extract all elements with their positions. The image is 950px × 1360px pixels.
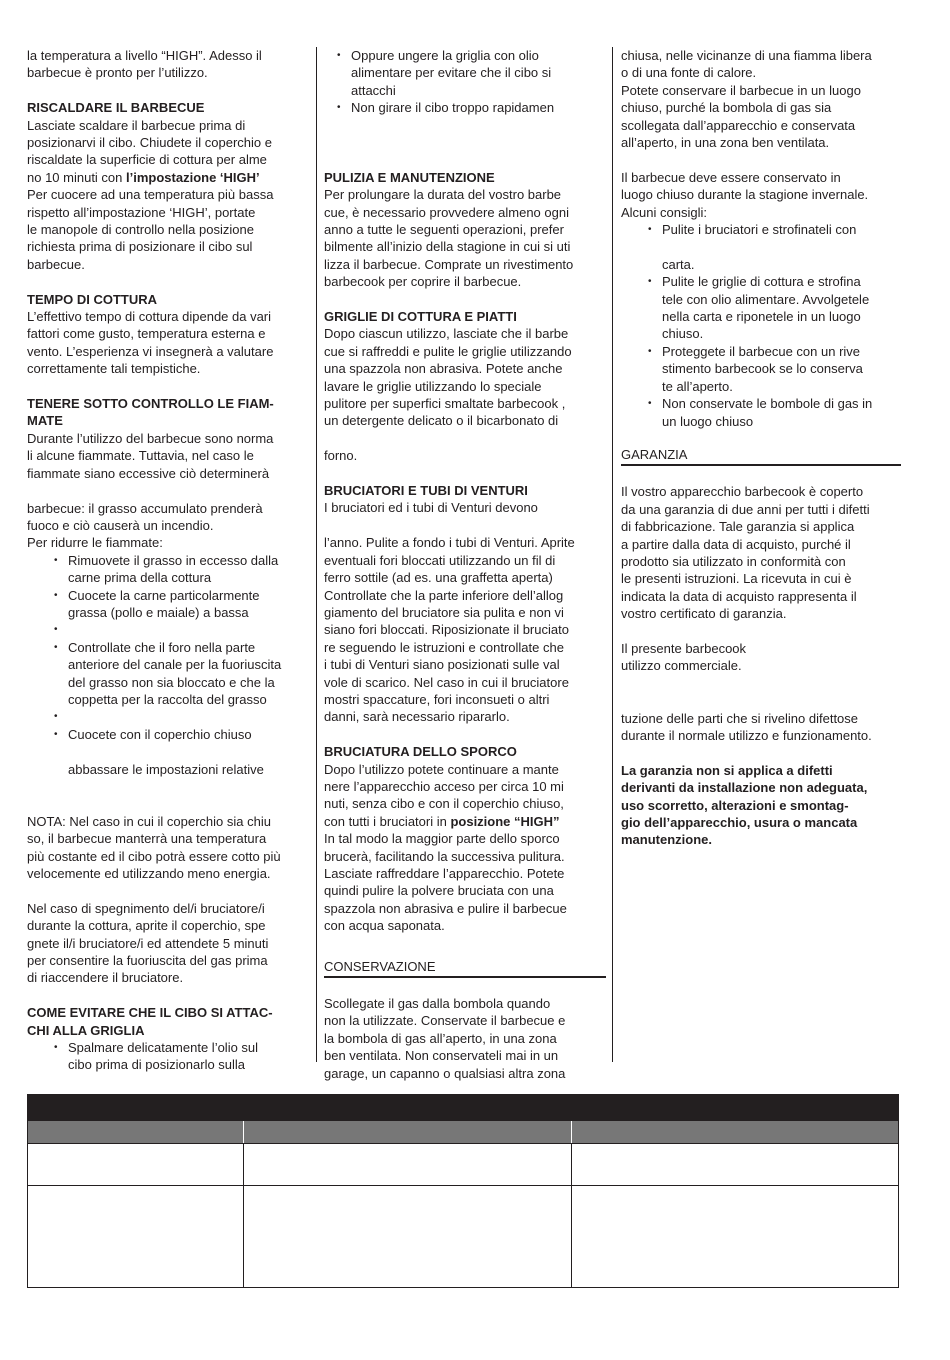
table-cell — [244, 1144, 572, 1186]
table-cell — [28, 1186, 244, 1287]
abbassare-text: abbassare le impostazioni relative — [68, 761, 264, 777]
conservazione-paragraph: Scollegate il gas dalla bombola quando non la utilizzate. Conservate il barbecue e la bombola di gas all’aperto, in una zona ben ventilata. Non conservateli mai in un garage, un capanno o qualsiasi altra zona — [324, 996, 566, 1081]
column-left — [27, 47, 309, 1074]
heading-conservazione: CONSERVAZIONE — [324, 958, 606, 978]
riscaldare-paragraph-2: Per cuocere ad una temperatura più bassa rispetto all’impostazione ‘HIGH’, portate le manopole di controllo nella posizione richiesta prima di posizionare il cibo sul barbecue. — [27, 187, 274, 272]
table-row — [28, 1143, 898, 1186]
table-header-cell — [572, 1121, 898, 1143]
riscaldare-text: Lasciate scaldare il barbecue prima di posizionarvi il cibo. Chiudete il coperchio e riscaldate la superficie di cottura per alme no 10 minuti con — [27, 117, 272, 185]
garanzia-paragraph: Il vostro apparecchio barbecook è coperto da una garanzia di due anni per tutti i difetti di fabbricazione. Tale garanzia si applica a partire dalla data di acquisto, purché il prodotto sia utilizzato in conformità con le presenti istruzioni. La ricevuta in cui è indicata la data di acquisto rappresenta il vostro certificato di garanzia. — [621, 484, 870, 622]
list-item: • Spalmare delicatamente l’olio sul cibo prima di posizionarlo sulla — [27, 1039, 309, 1074]
column-middle — [324, 47, 606, 1082]
fiammate-list — [27, 552, 309, 743]
inverno-paragraph: Il barbecue deve essere conservato in luogo chiuso durante la stagione invernale. Alcuni consigli: — [621, 169, 869, 220]
heading-riscaldare: RISCALDARE IL BARBECUE — [27, 100, 205, 116]
list-item: • Cuocete con il coperchio chiuso — [27, 726, 309, 743]
list-item: • Controllate che il foro nella parte anteriore del canale per la fuoriuscita del grasso non sia bloccato e che la coppetta per la raccolta del grasso — [27, 639, 309, 709]
column-divider-right — [612, 47, 613, 1062]
list-item: • Cuocete la carne particolarmente grassa (pollo e maiale) a bassa — [27, 587, 309, 622]
table-row — [28, 1186, 898, 1287]
sporco-bold-text: posizione “HIGH” — [450, 813, 560, 829]
sostituzione-paragraph: tuzione delle parti che si rivelino difettose durante il normale utilizzo e funzionamento. — [621, 710, 872, 743]
chiusa-paragraph: chiusa, nelle vicinanze di una fiamma libera o di una fonte di calore. Potete conservare il barbecue in un luogo chiuso, purché la bombola di gas sia scollegata dall’apparecchio e conservata all’aperto, in una zona ben ventilata. — [621, 48, 872, 151]
spegnimento-paragraph: Nel caso di spegnimento del/i bruciatore/i durante la cottura, aprite il coperchio, spe gnete il/i bruciatore/i ed attendete 5 minuti per consentire la fuoriuscita del gas prima di riaccendere il bruciatore. — [27, 900, 269, 986]
table-cell — [244, 1186, 572, 1287]
table-title-bar — [28, 1095, 898, 1121]
table-header-cell — [244, 1121, 572, 1143]
consigli-list — [621, 221, 901, 430]
heading-sporco: BRUCIATURA DELLO SPORCO — [324, 744, 517, 760]
heading-tempo: TEMPO DI COTTURA — [27, 291, 157, 307]
table-cell — [572, 1186, 898, 1287]
nota-paragraph: NOTA: Nel caso in cui il coperchio sia chiu so, il barbecue manterrà una temperatura più costante ed il cibo potrà essere cotto più velocemente ed utilizzando meno energia. — [27, 813, 281, 881]
list-item: • Rimuovete il grasso in eccesso dalla carne prima della cottura — [27, 552, 309, 587]
forno-text: forno. — [324, 448, 358, 464]
table-cell — [572, 1144, 898, 1186]
table-header-cell — [28, 1121, 244, 1143]
heading-griglie: GRIGLIE DI COTTURA E PIATTI — [324, 309, 517, 325]
list-item: • Non conservate le bombole di gas in un luogo chiuso — [621, 395, 901, 430]
riscaldare-bold-text: l’impostazione ‘HIGH’ — [126, 169, 260, 185]
list-item: • Pulite le griglie di cottura e strofina tele con olio alimentare. Avvolgetele nella carta e riponetele in un luogo chiuso. — [621, 273, 901, 343]
sporco-text: Dopo l’utilizzo potete continuare a mante nere l’apparecchio acceso per circa 10 mi nuti, senza cibo e con il coperchio chiuso, con tutti i bruciatori in — [324, 761, 564, 829]
heading-pulizia: PULIZIA E MANUTENZIONE — [324, 169, 495, 185]
heading-garanzia: GARANZIA — [621, 446, 901, 466]
riscaldare-paragraph — [27, 117, 309, 187]
list-item: • Non girare il cibo troppo rapidamen — [324, 99, 606, 116]
list-item: • Proteggete il barbecue con un rive stimento barbecook se lo conserva te all’aperto. — [621, 343, 901, 395]
sporco-paragraph — [324, 761, 606, 831]
intro-paragraph: la temperatura a livello “HIGH”. Adesso il barbecue è pronto per l’utilizzo. — [27, 48, 262, 81]
pulizia-paragraph: Per prolungare la durata del vostro barbe cue, è necessario provvedere almeno ogni anno a tutte le seguenti operazioni, prefer bilmente all’inizio della stagione in cui si uti lizza il barbecue. Comprate un rivestimento barbecook per coprire il barbecue. — [324, 187, 574, 290]
presente-paragraph: Il presente barbecook utilizzo commerciale. — [621, 640, 747, 674]
sporco-paragraph-2: In tal modo la maggior parte dello sporco brucerà, facilitando la successiva pulitura. Lasciate raffreddare l’apparecchio. Potete quindi pulire la polvere bruciata con una spazzola non abrasiva e pulire il barbecue con acqua saponata. — [324, 831, 567, 934]
heading-fiammate: TENERE SOTTO CONTROLLO LE FIAM- MATE — [27, 396, 274, 429]
esclusioni-paragraph: La garanzia non si applica a difetti derivanti da installazione non adeguata, uso scorretto, alterazioni e smontag- gio dell’apparecchio, usura o mancata manutenzione. — [621, 762, 868, 848]
table-header-row — [28, 1121, 898, 1143]
heading-bruciatori: BRUCIATORI E TUBI DI VENTURI — [324, 483, 528, 499]
tempo-paragraph: L’effettivo tempo di cottura dipende da vari fattori come gusto, temperatura esterna e vento. L’esperienza vi insegnerà a valutare correttamente tali tempistiche. — [27, 309, 274, 377]
column-divider-left — [316, 47, 317, 1062]
fiammate-paragraph-2: barbecue: il grasso accumulato prenderà fuoco e ciò causerà un incendio. Per ridurre le fiammate: — [27, 500, 263, 551]
fiammate-paragraph-1: Durante l’utilizzo del barbecue sono norma li alcune fiammate. Tuttavia, nel caso le fiammate siano eccessive ciò determinerà — [27, 430, 274, 481]
list-item: • Oppure ungere la griglia con olio alimentare per evitare che il cibo si attacchi — [324, 47, 606, 99]
bruciatori-paragraph-2: l’anno. Pulite a fondo i tubi di Venturi. Aprite eventuali fori bloccati utilizzando un fil di ferro sottile (ad es. una graffetta aperta) Controllate che la parte inferiore dell’allog giamento del bruciatore sia pulita e non vi siano fori bloccati. Riposizionate il bruciato re seguendo le istruzioni e controllate che i tubi di Venturi siano posizionati sulle val vole di scarico. Nel caso in cui il bruciatore mostri spaccature, fori inconsueti o altri danni, sarà necessario ripararlo. — [324, 535, 575, 725]
list-item: • Pulite i bruciatori e strofinateli con carta. — [621, 221, 901, 273]
attacchi-list — [27, 1039, 309, 1074]
column-right — [621, 47, 901, 849]
heading-attacchi: COME EVITARE CHE IL CIBO SI ATTAC- CHI ALLA GRIGLIA — [27, 1005, 273, 1038]
attacchi-list-continued — [324, 47, 606, 117]
griglie-paragraph: Dopo ciascun utilizzo, lasciate che il barbe cue si raffreddi e pulite le griglie utilizzando una spazzola non abrasiva. Potete anche lavare le griglie utilizzando lo speciale pulitore per superfici smaltate barbecook , un detergente delicato o il bicarbonato di — [324, 326, 572, 429]
troubleshooting-table — [27, 1094, 899, 1288]
bruciatori-paragraph-1: I bruciatori ed i tubi di Venturi devono — [324, 500, 538, 516]
table-cell — [28, 1144, 244, 1186]
